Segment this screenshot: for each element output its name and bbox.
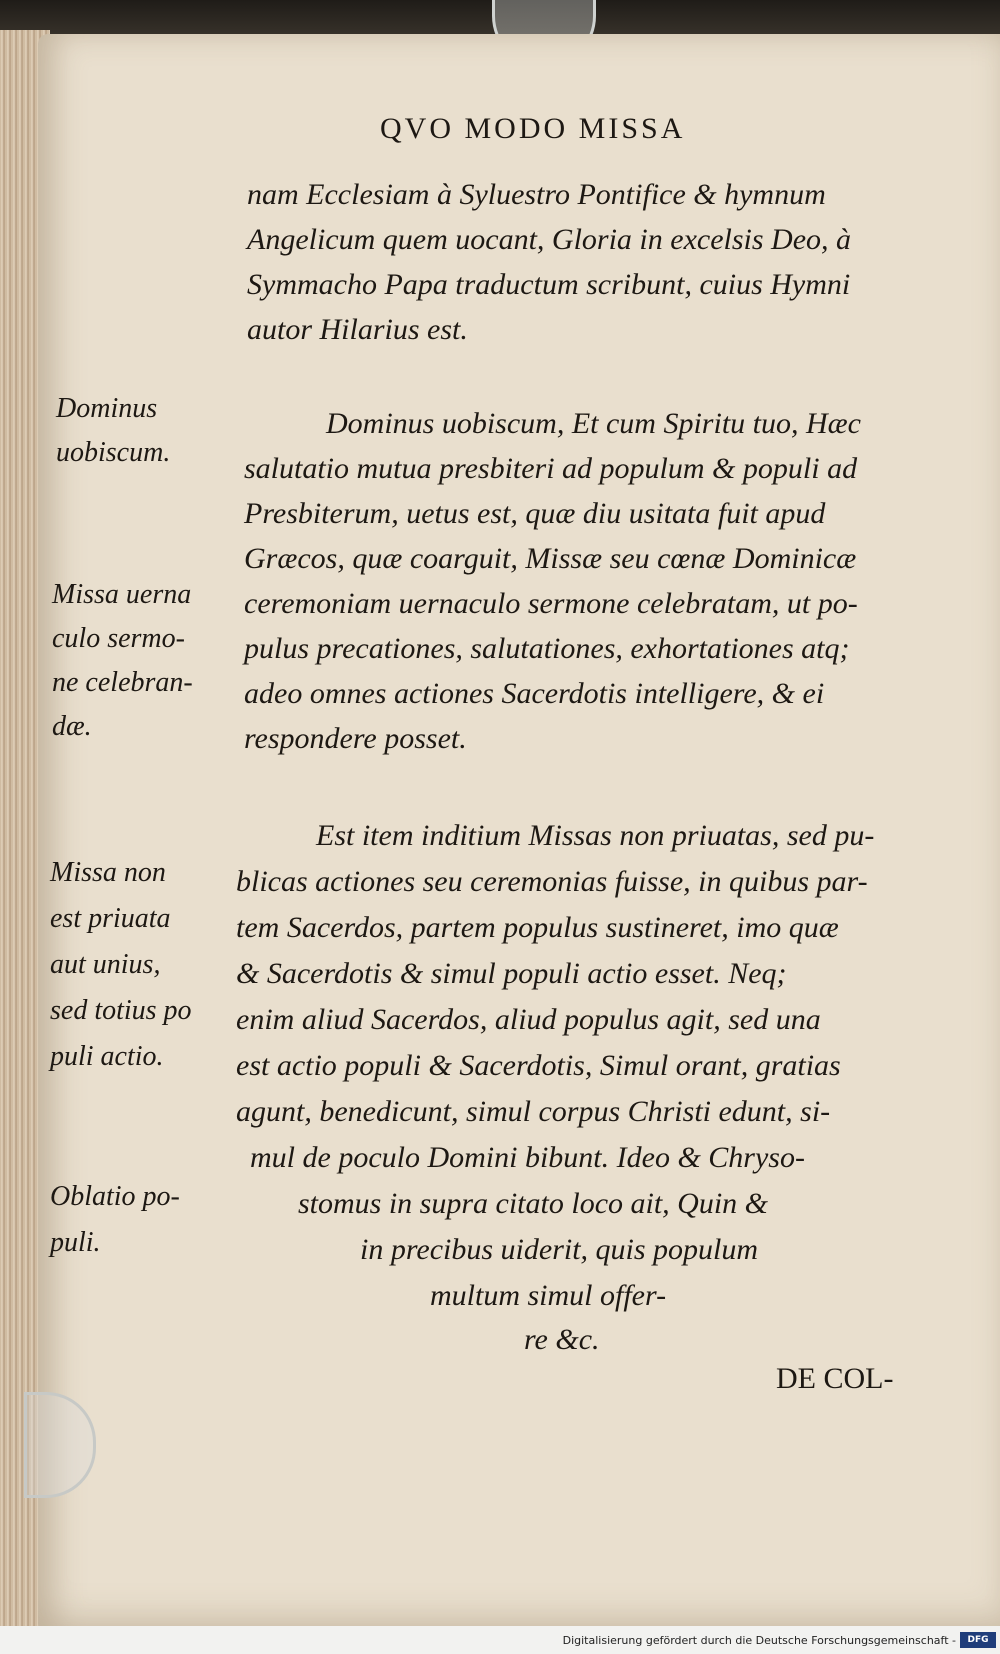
text-line-21: stomus in supra citato loco ait, Quin & (298, 1187, 769, 1220)
margin-note-missa-non-priuata: est priuata (50, 903, 171, 934)
text-line-22: in precibus uiderit, quis populum (360, 1233, 759, 1266)
text-line-2: Angelicum quem uocant, Gloria in excelsis Deo, à (247, 223, 852, 256)
text-line-7: Presbiterum, uetus est, quæ diu usitata fuit apud (244, 497, 826, 530)
text-line-13: Est item inditium Missas non priuatas, sed pu- (316, 819, 875, 852)
text-line-3: Symmacho Papa traductum scribunt, cuius Hymni (247, 268, 851, 301)
text-line-11: adeo omnes actiones Sacerdotis intelligere, & ei (244, 677, 825, 710)
text-line-24: re &c. (524, 1323, 600, 1356)
margin-note-missa-uernaculo: ne celebran- (52, 667, 193, 698)
text-line-14: blicas actiones seu ceremonias fuisse, in quibus par- (236, 865, 868, 898)
digitization-credit: Digitalisierung gefördert durch die Deutsche Forschungsgemeinschaft - (562, 1634, 956, 1647)
text-line-18: est actio populi & Sacerdotis, Simul orant, gratias (236, 1049, 841, 1082)
text-line-4: autor Hilarius est. (247, 313, 468, 346)
text-line-23: multum simul offer- (430, 1279, 667, 1312)
margin-note-oblatio-populi: puli. (50, 1227, 101, 1258)
margin-note-missa-non-priuata: puli actio. (50, 1041, 164, 1072)
text-line-15: tem Sacerdos, partem populus sustineret, imo quæ (236, 911, 839, 944)
running-head: QVO MODO MISSA (380, 112, 686, 145)
text-line-20: mul de poculo Domini bibunt. Ideo & Chryso- (250, 1141, 805, 1174)
catchword: DE COL- (776, 1362, 894, 1395)
margin-note-oblatio-populi: Oblatio po- (50, 1181, 180, 1212)
margin-note-missa-non-priuata: sed totius po (50, 995, 192, 1026)
margin-note-missa-uernaculo: culo sermo- (52, 623, 185, 654)
margin-note-missa-non-priuata: aut unius, (50, 949, 161, 980)
text-line-1: nam Ecclesiam à Syluestro Pontifice & hymnum (247, 178, 826, 211)
margin-note-dominus: uobiscum. (56, 437, 171, 468)
text-line-8: Græcos, quæ coarguit, Missæ seu cœnæ Dominicæ (244, 542, 857, 575)
text-line-9: ceremoniam uernaculo sermone celebratam, ut po- (244, 587, 858, 620)
dfg-logo: DFG (960, 1632, 996, 1648)
text-line-16: & Sacerdotis & simul populi actio esset. Neq; (236, 957, 787, 990)
text-line-12: respondere posset. (244, 722, 467, 755)
margin-note-missa-uernaculo: dæ. (52, 711, 92, 742)
text-line-6: salutatio mutua presbiteri ad populum & populi ad (244, 452, 858, 485)
text-line-5: Dominus uobiscum, Et cum Spiritu tuo, Hæc (326, 407, 861, 440)
margin-note-dominus: Dominus (56, 393, 158, 424)
margin-note-missa-non-priuata: Missa non (50, 857, 166, 888)
text-line-19: agunt, benedicunt, simul corpus Christi edunt, si- (236, 1095, 831, 1128)
book-clip-side (24, 1392, 96, 1498)
text-line-17: enim aliud Sacerdos, aliud populus agit, sed una (236, 1003, 821, 1036)
margin-note-missa-uernaculo: Missa uerna (52, 579, 192, 610)
text-line-10: pulus precationes, salutationes, exhortationes atq; (244, 632, 850, 665)
